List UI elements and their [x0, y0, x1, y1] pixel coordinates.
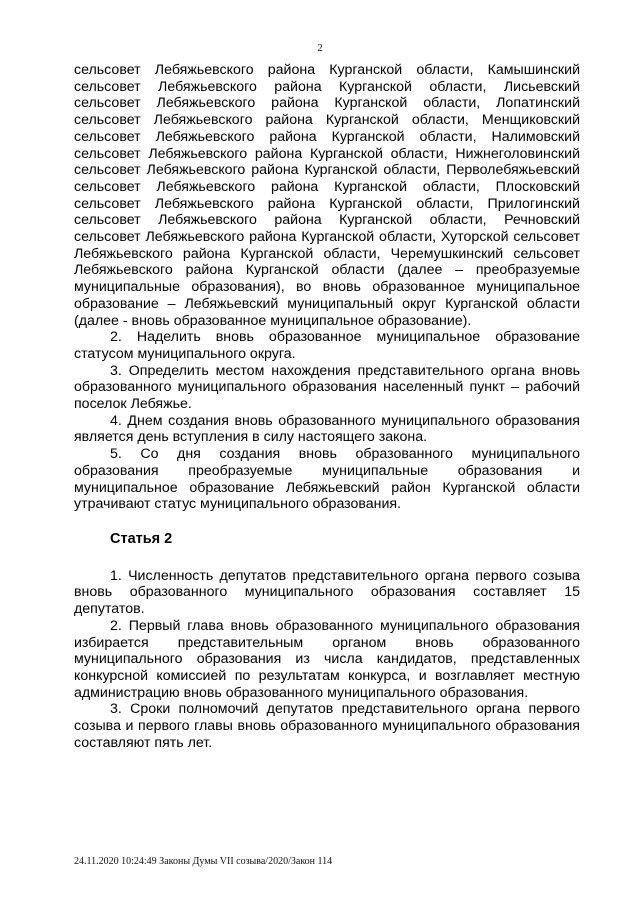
article2-item-1: 1. Численность депутатов представительного органа первого созыва вновь образованного муниципального образования составляет 15 депутатов. [74, 567, 580, 618]
paragraph-item-3: 3. Определить местом нахождения представительного органа вновь образованного муниципального образования населенный пункт – рабочий поселок Лебяжье. [74, 362, 580, 413]
article-title: Статья 2 [110, 530, 173, 547]
paragraph-item-4: 4. Днем создания вновь образованного муниципального образования является день вступления в силу настоящего закона. [74, 412, 580, 446]
document-body [74, 62, 580, 751]
paragraph-continuation: сельсовет Лебяжьевского района Курганской области, Камышинский сельсовет Лебяжьевского района Курганской области, Лисьевский сельсовет Лебяжьевского района Курганской области, Лопатинский сельсовет Лебяжьевского района Курганской области, Менщиковский сельсовет Лебяжьевского района Курганской области, Налимовский сельсовет Лебяжьевского района Курганской области, Нижнеголовинский сельсовет Лебяжьевского района Курганской области, Перволебяжьевский сельсовет Лебяжьевского района Курганской области, Плосковский сельсовет Лебяжьевского района Курганской области, Прилогинский сельсовет Лебяжьевского района Курганской области, Речновский сельсовет Лебяжьевского района Курганской области, Хуторской сельсовет Лебяжьевского района Курганской области, Черемушкинский сельсовет Лебяжьевского района Курганской области (далее – преобразуемые муниципальные образования), во вновь образованное муниципальное образование – Лебяжьевский муниципальный округ Курганской области (далее - вновь образованное муниципальное образование). [74, 62, 580, 329]
article2-item-2: 2. Первый глава вновь образованного муниципального образования избирается представительным органом вновь образованного муниципального образования из числа кандидатов, представленных конкурсной комиссией по результатам конкурса, и возглавляет местную администрацию вновь образованного муниципального образования. [74, 617, 580, 701]
paragraph-item-2: 2. Наделить вновь образованное муниципальное образование статусом муниципального округа. [74, 329, 580, 362]
article2-item-3: 3. Сроки полномочий депутатов представительного органа первого созыва и первого главы вновь образованного муниципального образования составляют пять лет. [74, 701, 580, 751]
page-number: 2 [317, 42, 323, 54]
paragraph-item-5: 5. Со дня создания вновь образованного муниципального образования преобразуемые муниципальные образования и муниципальное образование Лебяжьевский район Курганской области утрачивают статус муниципального образования. [74, 446, 580, 513]
document-footer: 24.11.2020 10:24:49 Законы Думы VII созыва/2020/Закон 114 [74, 856, 333, 867]
